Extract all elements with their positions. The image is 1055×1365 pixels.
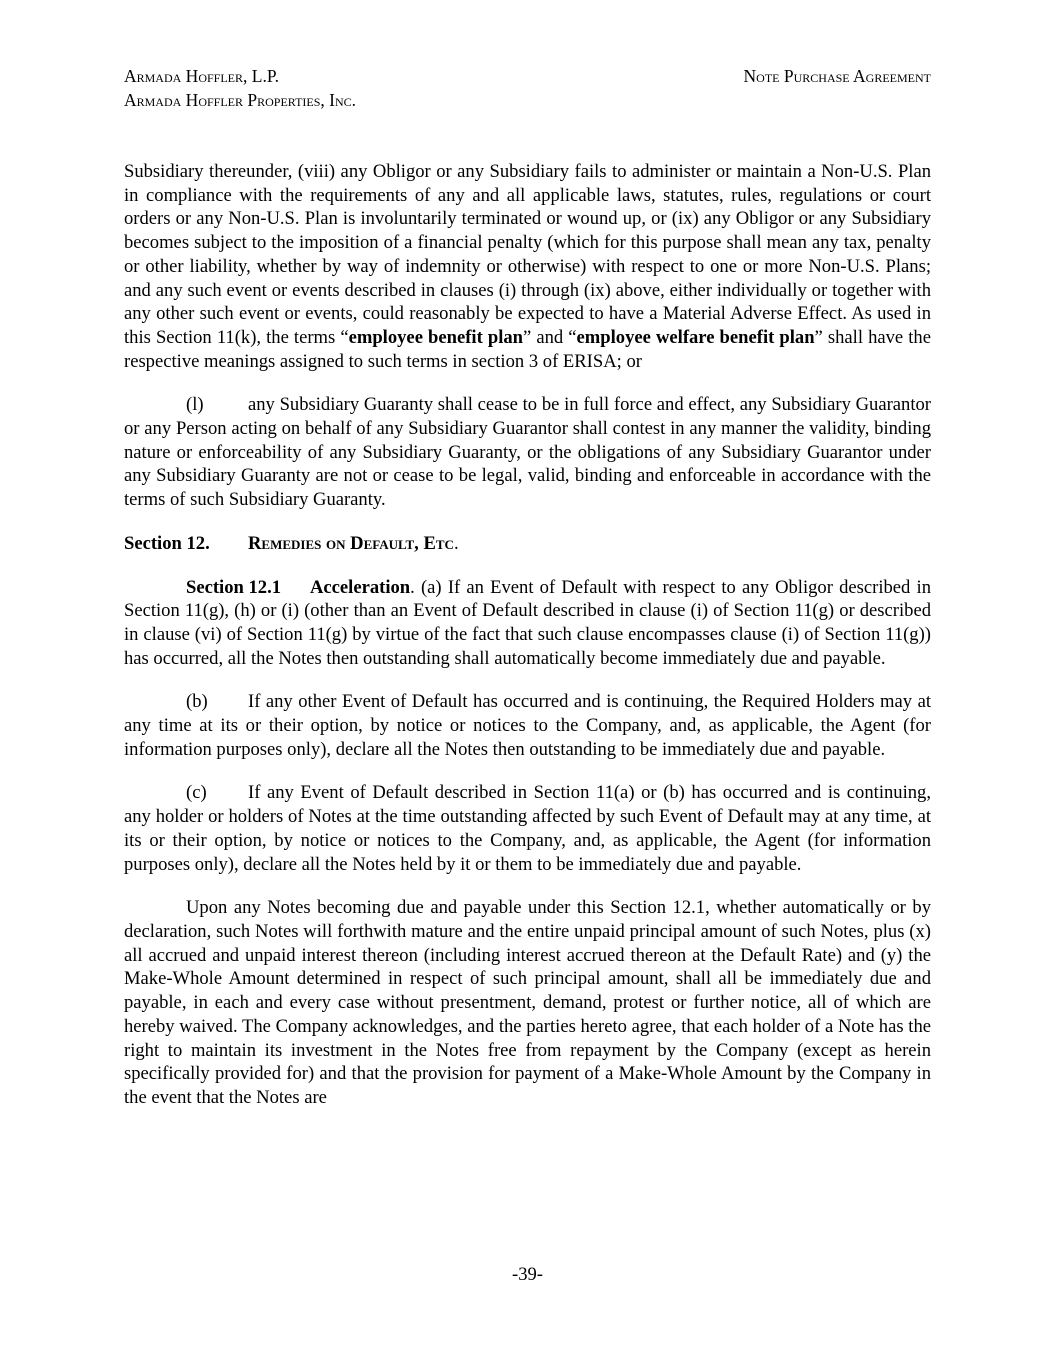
header-document-title: Note Purchase Agreement [743, 66, 931, 86]
clause-l [124, 393, 931, 512]
paragraph-erisa-continuation [124, 160, 931, 373]
header-party-1: Armada Hoffler, L.P. [124, 66, 279, 86]
paragraph-text: ” shall have the respective meanings assigned to such terms in section 3 of ERISA; or [124, 326, 931, 372]
page-number: -39- [512, 1264, 543, 1285]
header-parties [124, 64, 356, 112]
paragraph-acceleration-effect: Upon any Notes becoming due and payable under this Section 12.1, whether automatically or by declaration, such Notes will forthwith mature and the entire unpaid principal amount of such Notes, plus (x) all accrued and unpaid interest thereon (including interest accrued thereon at the Default Rate) and (y) the Make-Whole Amount determined in respect of such principal amount, shall all be immediately due and payable, in each and every case without presentment, demand, protest or further notice, all of which are hereby waived. The Company acknowledges, and the parties hereto agree, that each holder of a Note has the right to maintain its investment in the Notes free from repayment by the Company (except as herein specifically provided for) and that the provision for payment of a Make-Whole Amount by the Company in the event that the Notes are [124, 897, 931, 1108]
paragraph-text: Subsidiary thereunder, (viii) any Obligor or any Subsidiary fails to administer or maintain a Non-U.S. Plan in compliance with the requirements of any and all applicable laws, statutes, rules, regulations or court orders or any Non-U.S. Plan is involuntarily terminated or wound up, or (ix) any Obligor or any Subsidiary becomes subject to the imposition of a financial penalty (which for this purpose shall mean any tax, penalty or other liability, whether by way of indemnity or otherwise) with respect to one or more Non-U.S. Plans; and any such event or events described in clauses (i) through (ix) above, either individually or together with any other such event or events, could reasonably be expected to have a Material Adverse Effect. As used in this Section 11(k), the terms “ [124, 161, 931, 348]
clause-label: (l) [186, 394, 204, 416]
section-title-period: . [453, 532, 459, 554]
subsection-title: Acceleration [310, 576, 411, 598]
clause-text: If any other Event of Default has occurred and is continuing, the Required Holders may at any time at its or their option, by notice or notices to the Company, and, as applicable, the Agent (for information purposes only), declare all the Notes then outstanding to be immediately due and payable. [124, 691, 931, 760]
section-12-heading [124, 532, 931, 556]
clause-c [124, 781, 931, 876]
clause-text: any Subsidiary Guaranty shall cease to be in full force and effect, any Subsidiary Guarantor or any Person acting on behalf of any Subsidiary Guarantor shall contest in any manner the validity, binding nature or enforceability of any Subsidiary Guaranty, or the obligations of any Subsidiary Guarantor under any Subsidiary Guaranty are not or cease to be legal, valid, binding and enforceable in accordance with the terms of such Subsidiary Guaranty. [124, 394, 931, 511]
clause-text: If any Event of Default described in Section 11(a) or (b) has occurred and is continuing, any holder or holders of Notes at the time outstanding affected by such Event of Default may at any time, at its or their option, by notice or notices to the Company, and, as applicable, the Agent (for information purposes only), declare all the Notes held by it or them to be immediately due and payable. [124, 782, 931, 875]
clause-label: (c) [186, 782, 207, 804]
clause-label: (b) [186, 691, 208, 713]
defined-term-employee-welfare-benefit-plan: employee welfare benefit plan [576, 326, 815, 348]
document-body [124, 160, 931, 1130]
subsection-number: Section 12.1 [186, 576, 282, 598]
header-party-2: Armada Hoffler Properties, Inc. [124, 90, 357, 110]
section-title: Remedies on Default, Etc [248, 532, 454, 554]
section-12-1-acceleration [124, 576, 931, 671]
section-number: Section 12. [124, 532, 210, 554]
subsection-text: . (a) If an Event of Default with respect to any Obligor described in Section 11(g), (h) or (i) (other than an Event of Default described in clause (i) of Section 11(g) or described in clause (vi) of Section 11(g) by virtue of the fact that such clause encompasses clause (i) of Section 11(g)) has occurred, all the Notes then outstanding shall automatically become immediately due and payable. [124, 576, 931, 669]
paragraph-text: ” and “ [523, 326, 577, 348]
clause-b [124, 690, 931, 761]
defined-term-employee-benefit-plan: employee benefit plan [348, 326, 523, 348]
